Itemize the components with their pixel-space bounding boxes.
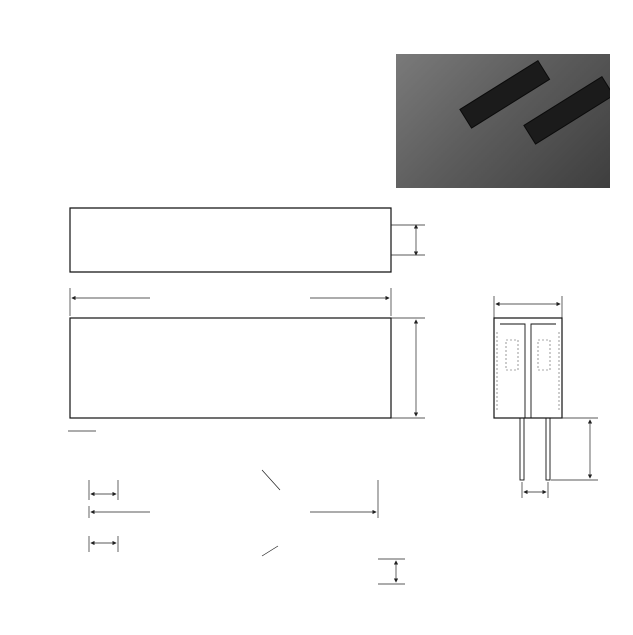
pcb-layout xyxy=(89,536,405,584)
front-view xyxy=(68,318,425,518)
top-view-outline xyxy=(70,208,391,272)
top-view xyxy=(70,208,425,272)
front-view-body xyxy=(70,318,391,418)
side-view xyxy=(494,296,598,498)
side-view-body xyxy=(494,318,562,418)
length-dimension xyxy=(70,288,391,316)
